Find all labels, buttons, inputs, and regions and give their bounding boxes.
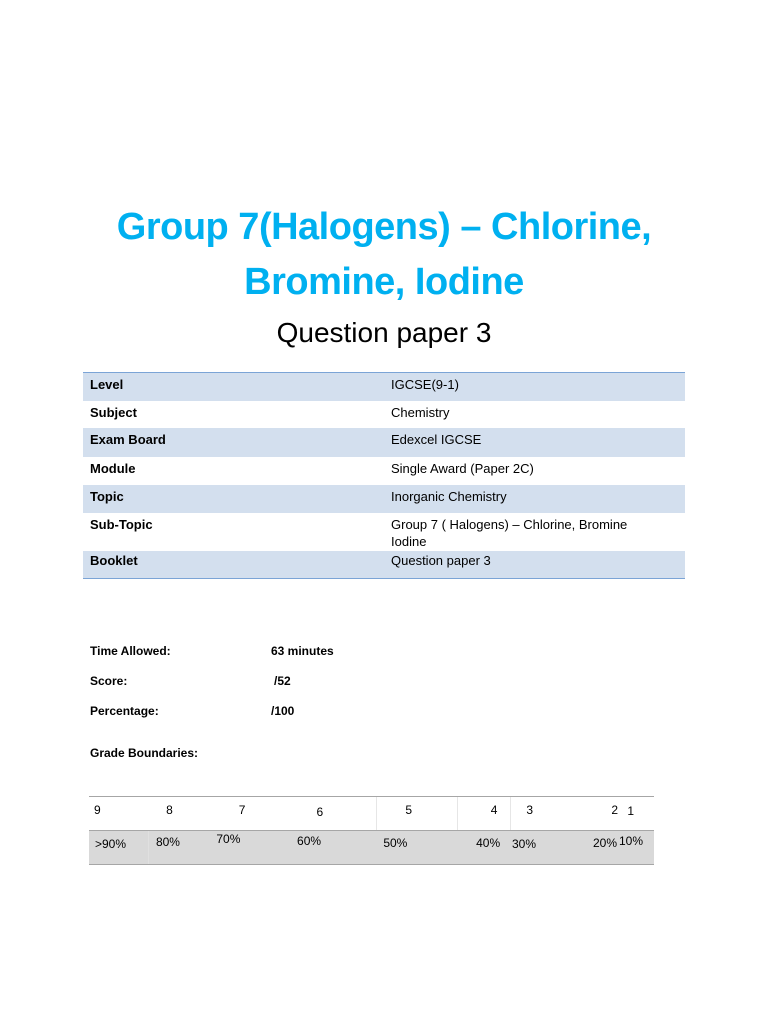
info-label: Sub-Topic [90,517,153,532]
info-row-topic [83,485,685,513]
info-value: Inorganic Chemistry [391,489,507,504]
time-allowed-value: 63 minutes [271,644,334,658]
grade-row [89,796,654,830]
percentage-label: Percentage: [90,704,159,718]
info-label: Topic [90,489,124,504]
info-value [384,513,685,551]
grade-cell: 9 [94,803,101,817]
info-value: Chemistry [391,405,450,420]
percentage-cell: >90% [89,831,149,864]
percentage-cell: 10% [618,834,644,848]
info-label: Booklet [90,553,138,568]
info-value: Question paper 3 [391,553,491,568]
grade-cell: 4 [457,797,511,830]
grade-cell: 5 [376,797,456,830]
grade-cell: 1 [627,804,634,818]
grade-cell: 6 [316,805,324,819]
percentage-cell: 20% [592,836,618,850]
info-label: Subject [90,405,137,420]
percentage-row [89,830,654,865]
score-value: /52 [274,674,291,688]
info-label: Module [90,461,136,476]
time-allowed-label: Time Allowed: [90,644,171,658]
info-row-module [83,457,685,485]
info-label: Level [90,377,124,392]
grade-cell: 7 [238,803,246,817]
info-value-line-2: Iodine [391,534,427,549]
info-table [83,372,685,579]
info-row-subject [83,401,685,428]
percentage-cell: 30% [511,837,537,851]
info-row-booklet [83,551,685,578]
percentage-cell: 70% [216,832,241,846]
score-label: Score: [90,674,128,688]
document-subtitle: Question paper 3 [276,317,492,348]
info-row-exam-board [83,428,685,457]
grade-cell: 8 [166,803,173,817]
info-value: Edexcel IGCSE [391,432,482,447]
document-title-line-1: Group 7(Halogens) – Chlorine, [116,206,652,248]
info-value: IGCSE(9-1) [391,377,459,392]
percentage-cell: 50% [383,836,408,850]
info-value-line-1: Group 7 ( Halogens) – Chlorine, Bromine [391,517,628,532]
percentage-cell: 40% [476,836,501,850]
percentage-value: /100 [271,704,295,718]
document-title-line-2: Bromine, Iodine [244,261,524,303]
info-row-sub-topic [83,513,685,551]
grade-cell: 2 [611,803,619,817]
grade-boundaries-label: Grade Boundaries: [90,746,199,760]
percentage-cell: 60% [297,834,322,848]
grade-cell: 3 [510,797,584,830]
info-row-level [83,373,685,401]
info-value: Single Award (Paper 2C) [391,461,534,476]
grade-boundaries-table [89,796,654,865]
info-label: Exam Board [90,432,166,447]
percentage-cell: 80% [155,835,180,849]
